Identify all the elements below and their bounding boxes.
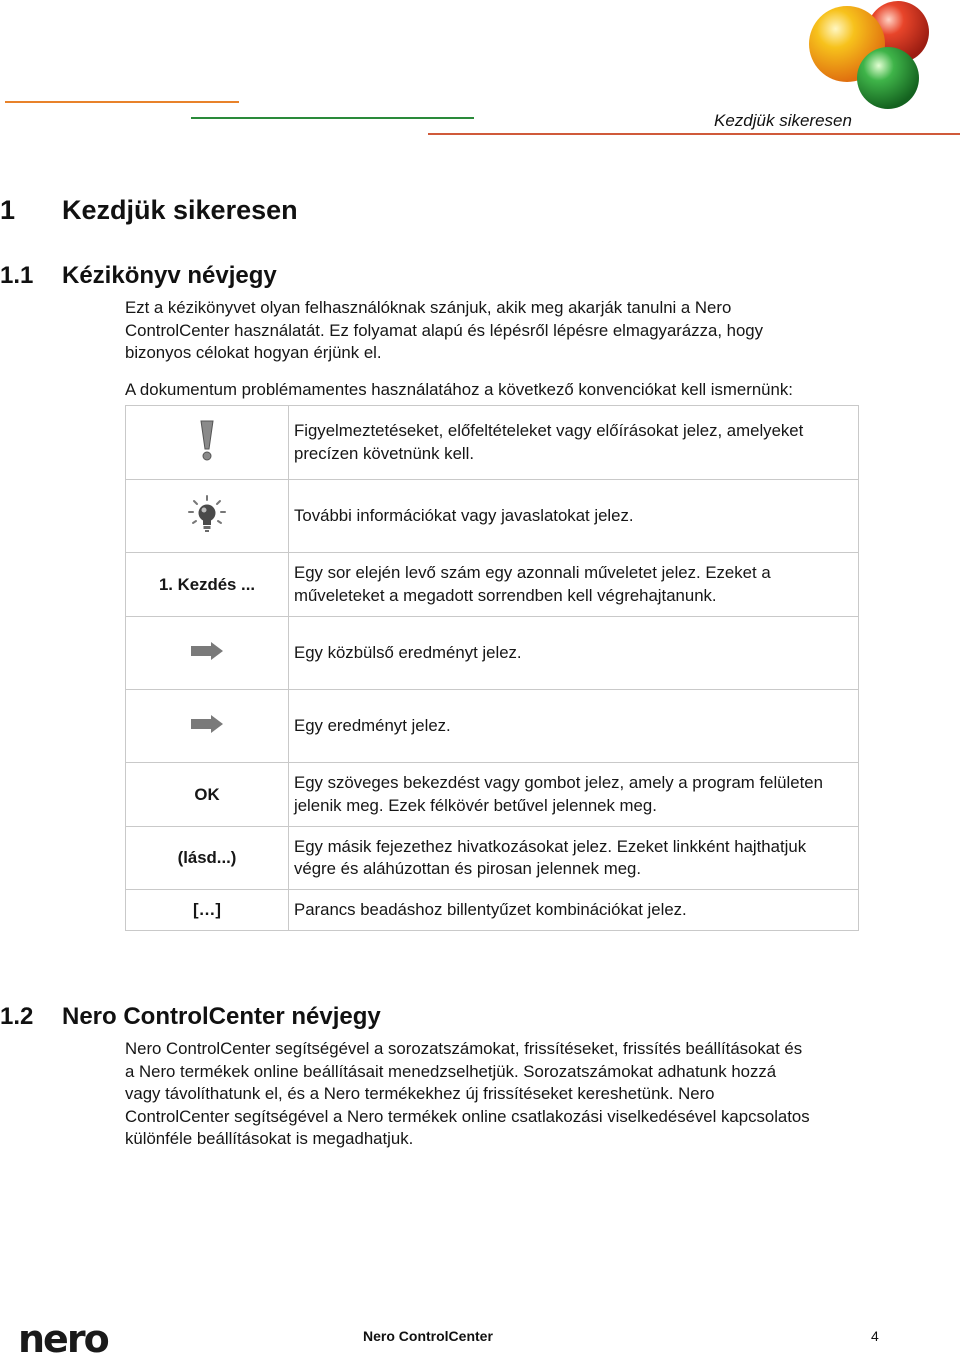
description-cell [289,690,859,763]
symbol-cell: OK [126,763,289,827]
section-number: 1.2 [0,1003,34,1030]
section-1-1-paragraph [125,297,865,365]
paragraph-line: a Nero termékek online beállításait menedzselhetjük. Sorozatszámokat adhatunk hozzá [125,1061,777,1081]
table-row [126,617,859,690]
description-line: Figyelmeztetéseket, előfeltételeket vagy előírásokat jelez, amelyeket [294,421,804,440]
footer-product-name: Nero ControlCenter [363,1328,493,1344]
paragraph-line: vagy távolíthatunk el, és a Nero termékekhez új frissítéseket kereshetünk. Nero [125,1084,715,1103]
nero-logo [16,1322,134,1356]
section-title: Kézikönyv névjegy [62,262,277,289]
table-row [126,406,859,480]
conventions-intro: A dokumentum problémamentes használatához a következő konvenciókat kell ismernünk: [125,380,793,399]
paragraph-line: ControlCenter segítségével a Nero termékek online csatlakozási viselkedésével kapcsolatos [125,1106,810,1126]
section-1-2-paragraph [125,1038,865,1151]
description-cell [289,406,859,480]
section-heading-1-2 [0,1003,381,1031]
description-cell [289,553,859,617]
paragraph-line: különféle beállításokat is megadhatjuk. [125,1129,414,1148]
description-line: Egy másik fejezethez hivatkozásokat jelez. Ezeket linkként hajthatjuk [294,836,807,856]
symbol-cell: […] [126,890,289,931]
symbol-cell: 1. Kezdés ... [126,553,289,617]
section-heading-1-1 [0,262,277,290]
paragraph-line: bizonyos célokat hogyan érjünk el. [125,343,382,362]
nero-logo-text: nero [18,1322,108,1356]
description-line: műveleteket a megadott sorrendben kell végrehajtanunk. [294,585,717,605]
section-title: Nero ControlCenter névjegy [62,1003,381,1030]
header-rule-red [428,133,960,135]
description-cell [289,890,859,931]
symbol-cell [126,617,289,690]
header-rule-orange [5,101,239,103]
nero-colored-balls-icon [804,0,939,112]
symbol-cell [126,690,289,763]
section-number: 1.1 [0,262,34,289]
description-cell [289,480,859,553]
table-row [126,763,859,827]
description-line: jelenik meg. Ezek félkövér betűvel jelennek meg. [294,795,657,815]
chapter-title: Kezdjük sikeresen [62,195,298,225]
chapter-heading [0,195,298,226]
page-number: 4 [871,1328,879,1344]
table-row [126,480,859,553]
description-cell [289,827,859,890]
description-line: precízen követnünk kell. [294,443,475,463]
description-line: Egy közbülső eredményt jelez. [294,642,522,662]
description-cell [289,617,859,690]
description-line: Egy sor elején levő szám egy azonnali műveletet jelez. Ezeket a [294,563,771,582]
result-arrow-icon [190,715,224,733]
description-line: Egy szöveges bekezdést vagy gombot jelez, amely a program felületen [294,773,823,792]
intermediate-result-arrow-icon [190,642,224,660]
exclamation-icon [196,418,218,462]
paragraph-line: Nero ControlCenter segítségével a sorozatszámokat, frissítéseket, frissítés beállításokat és [125,1039,803,1058]
description-line: végre és aláhúzottan és pirosan jelennek meg. [294,859,642,878]
lightbulb-icon [187,494,227,534]
description-line: Parancs beadáshoz billentyűzet kombinációkat jelez. [294,899,687,919]
conventions-table [125,405,859,931]
description-line: További információkat vagy javaslatokat jelez. [294,505,634,525]
paragraph-line: Ezt a kézikönyvet olyan felhasználóknak szánjuk, akik meg akarják tanulni a Nero [125,298,732,317]
running-header-title: Kezdjük sikeresen [714,111,852,130]
symbol-cell [126,406,289,480]
table-row [126,890,859,931]
symbol-cell: (lásd...) [126,827,289,890]
description-line: Egy eredményt jelez. [294,715,451,735]
symbol-cell [126,480,289,553]
table-row [126,827,859,890]
paragraph-line: ControlCenter használatát. Ez folyamat alapú és lépésről lépésre elmagyarázza, hogy [125,320,764,340]
description-cell [289,763,859,827]
green-ball [857,47,919,109]
table-row [126,690,859,763]
chapter-number: 1 [0,195,16,225]
header-rule-green [191,117,474,119]
table-row [126,553,859,617]
